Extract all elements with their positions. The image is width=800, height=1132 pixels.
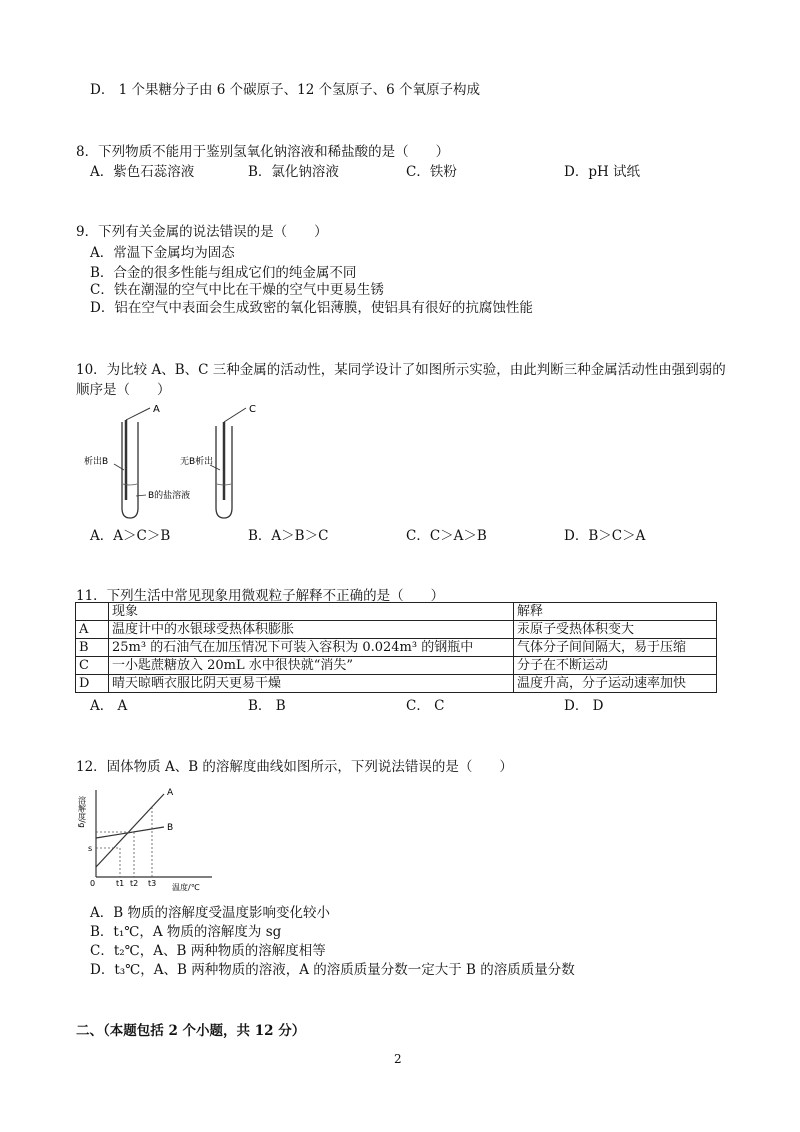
table-cell: 汞原子受热体积变大	[514, 621, 717, 639]
left-test-tube	[122, 422, 138, 518]
q8-option-d: D．pH 试纸	[564, 164, 641, 180]
q12-stem: 12．固体物质 A、B 的溶解度曲线如图所示，下列说法错误的是（ ）	[76, 759, 513, 775]
q8-option-c: C．铁粉	[406, 164, 457, 180]
table-cell: B	[76, 639, 109, 657]
table-cell: 25m³ 的石油气在加压情况下可装入容积为 0.024m³ 的钢瓶中	[109, 639, 514, 657]
left-note: 析出B	[84, 457, 109, 467]
q10-test-tube-figure	[84, 400, 284, 525]
q11-stem: 11．下列生活中常见现象用微观粒子解释不正确的是（ ）	[76, 588, 445, 604]
table-cell: 分子在不断运动	[514, 657, 717, 675]
curve-b	[96, 827, 164, 838]
curve-b-label: B	[167, 823, 174, 833]
q12-solubility-curve-figure	[76, 782, 226, 892]
q11-option-c: C． C	[406, 698, 445, 714]
y-axis-label: 溶解度/g	[77, 796, 87, 828]
q11-option-d: D． D	[564, 698, 604, 714]
q10-stem-line1: 10．为比较 A、B、C 三种金属的活动性，某同学设计了如图所示实验，由此判断三种金属活动性由强到弱的	[76, 362, 726, 378]
table-cell: 温度计中的水银球受热体积膨胀	[109, 621, 514, 639]
solution-surface	[123, 484, 137, 485]
q12-option-b: B．t₁℃，A 物质的溶解度为 sg	[90, 924, 282, 940]
section-2-heading: 二、（本题包括 2 个小题，共 12 分）	[76, 1023, 306, 1039]
table-header-cell: 现象	[109, 603, 514, 621]
q11-option-a: A． A	[90, 698, 128, 714]
table-cell: C	[76, 657, 109, 675]
table-header-row	[76, 603, 717, 621]
q8-stem: 8．下列物质不能用于鉴别氢氧化钠溶液和稀盐酸的是（ ）	[76, 144, 450, 160]
table-cell: A	[76, 621, 109, 639]
q8-option-a: A．紫色石蕊溶液	[90, 164, 195, 180]
label-c: C	[249, 404, 256, 415]
q11-table	[75, 602, 717, 693]
table-row	[76, 621, 717, 639]
q10-option-d: D．B＞C＞A	[564, 528, 646, 544]
solution-label: B的盐溶液	[148, 491, 191, 501]
x-axis-label: 温度/℃	[172, 883, 200, 892]
table-cell: 温度升高，分子运动速率加快	[514, 675, 717, 693]
table-row	[76, 639, 717, 657]
s-label: s	[88, 844, 93, 853]
table-row	[76, 657, 717, 675]
table-header-cell	[76, 603, 109, 621]
table-cell: D	[76, 675, 109, 693]
q8-option-b: B．氯化钠溶液	[248, 164, 339, 180]
q11-option-b: B． B	[248, 698, 286, 714]
table-header-cell: 解释	[514, 603, 717, 621]
q9-option-d: D．铝在空气中表面会生成致密的氧化铝薄膜，使铝具有很好的抗腐蚀性能	[90, 300, 533, 316]
q12-option-d: D．t₃℃，A、B 两种物质的溶液，A 的溶质质量分数一定大于 B 的溶质质量分数	[90, 962, 575, 978]
table-cell: 一小匙蔗糖放入 20mL 水中很快就“消失”	[109, 657, 514, 675]
t1-label: t1	[116, 879, 125, 888]
table-cell: 晴天晾晒衣服比阴天更易干燥	[109, 675, 514, 693]
q10-option-c: C．C＞A＞B	[406, 528, 487, 544]
q12-option-a: A．B 物质的溶解度受温度影响变化较小	[90, 905, 330, 921]
t2-label: t2	[130, 879, 139, 888]
t3-label: t3	[148, 879, 157, 888]
curve-a-label: A	[167, 788, 174, 798]
q9-option-c: C．铁在潮湿的空气中比在干燥的空气中更易生锈	[90, 282, 384, 298]
curve-a	[96, 794, 164, 867]
q12-option-c: C．t₂℃，A、B 两种物质的溶解度相等	[90, 943, 326, 959]
origin-label: 0	[90, 879, 96, 888]
page-number: 2	[394, 1052, 402, 1066]
q9-option-a: A．常温下金属均为固态	[90, 245, 235, 261]
q9-stem: 9．下列有关金属的说法错误的是（ ）	[76, 224, 328, 240]
right-note: 无B析出	[180, 457, 214, 467]
q10-option-a: A．A＞C＞B	[90, 528, 171, 544]
label-a: A	[153, 404, 160, 415]
table-row	[76, 675, 717, 693]
q10-option-b: B．A＞B＞C	[248, 528, 329, 544]
q10-stem-line2: 顺序是（ ）	[76, 382, 171, 398]
table-cell: 气体分子间间隔大，易于压缩	[514, 639, 717, 657]
q9-option-b: B．合金的很多性能与组成它们的纯金属不同	[90, 265, 357, 281]
q7-option-d: D． 1 个果糖分子由 6 个碳原子、12 个氢原子、6 个氧原子构成	[90, 82, 481, 98]
